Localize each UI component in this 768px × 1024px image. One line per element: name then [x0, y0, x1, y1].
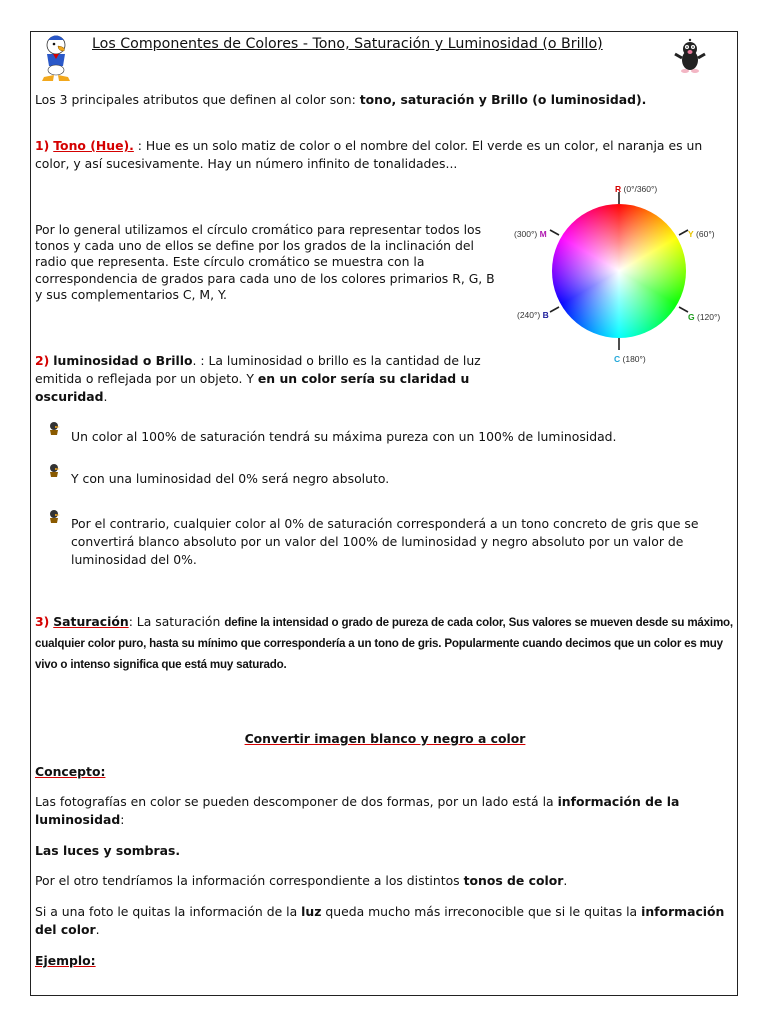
saturacion-paragraph: 3) Saturación: La saturación define la intensidad o grado de pureza de cada color, Sus valores se mueven desde su máximo, cualquier color puro, hasta su mínimo que correspondería a un tono de gris. Popularmente cuando decimos que un color es muy vivo o intenso significa que está muy saturado.	[35, 614, 733, 671]
duck-bullet-icon	[47, 463, 61, 479]
tono-paragraph: 1) Tono (Hue). : Hue es un solo matiz de color o el nombre del color. El verde es un color, el naranja es un color, y así sucesivamente. Hay un número infinito de tonalidades...	[35, 138, 703, 171]
wheel-label-cyan: C (180°)	[614, 354, 646, 364]
duck-bullet-icon	[47, 421, 61, 437]
ejemplo-heading: Ejemplo:	[35, 953, 96, 968]
mole-illustration	[670, 36, 710, 76]
brillo-bullet-2: Y con una luminosidad del 0% será negro absoluto.	[71, 471, 390, 486]
brillo-heading: luminosidad o Brillo	[53, 353, 193, 368]
wheel-label-green: G (120°)	[688, 312, 721, 322]
concepto-paragraph-2: Por el otro tendríamos la información correspondiente a los distintos tonos de color.	[35, 873, 568, 888]
convertir-title: Convertir imagen blanco y negro a color	[244, 731, 526, 746]
saturacion-heading: Saturación	[53, 614, 129, 629]
concepto-paragraph-3: Si a una foto le quitas la información de la luz queda mucho más irreconocible que si le quitas la información del color.	[35, 904, 725, 937]
duck-illustration	[36, 33, 76, 83]
color-wheel-ticks	[540, 192, 700, 352]
brillo-bullet-3: Por el contrario, cualquier color al 0% de saturación corresponderá a un tono concreto de gris que se convertirá blanco absoluto por un valor del 100% de luminosidad y negro absoluto por un valor de luminosidad del 0%.	[71, 516, 699, 567]
concepto-paragraph-1: Las fotografías en color se pueden descomponer de dos formas, por un lado está la información de la luminosidad:	[35, 794, 680, 827]
concepto-heading: Concepto:	[35, 764, 106, 779]
duck-bullet-icon	[47, 509, 61, 525]
wheel-label-magenta: (300°) M	[514, 229, 547, 239]
intro-paragraph: Los 3 principales atributos que definen al color son: tono, saturación y Brillo (o luminosidad).	[35, 92, 647, 107]
wheel-label-yellow: Y (60°)	[688, 229, 715, 239]
brillo-bullet-1: Un color al 100% de saturación tendrá su máxima pureza con un 100% de luminosidad.	[71, 429, 617, 444]
tono-heading: Tono (Hue).	[53, 138, 134, 153]
page-title: Los Componentes de Colores - Tono, Saturación y Luminosidad (o Brillo)	[92, 36, 603, 52]
color-circle-description: Por lo general utilizamos el círculo cromático para representar todos los tonos y cada uno de ellos se define por los grados de la inclinación del radio que representa. Este círculo cromático se muestra con la correspondencia de grados para cada uno de los colores primarios R, G, B y sus complementarios C, M, Y.	[35, 222, 495, 302]
wheel-label-red: R (0°/360°)	[615, 184, 658, 194]
luces-sombras: Las luces y sombras.	[35, 843, 181, 858]
brillo-paragraph: 2) luminosidad o Brillo. : La luminosidad o brillo es la cantidad de luz emitida o reflejada por un objeto. Y en un color sería su claridad u oscuridad.	[35, 353, 481, 404]
wheel-label-blue: (240°) B	[517, 310, 549, 320]
